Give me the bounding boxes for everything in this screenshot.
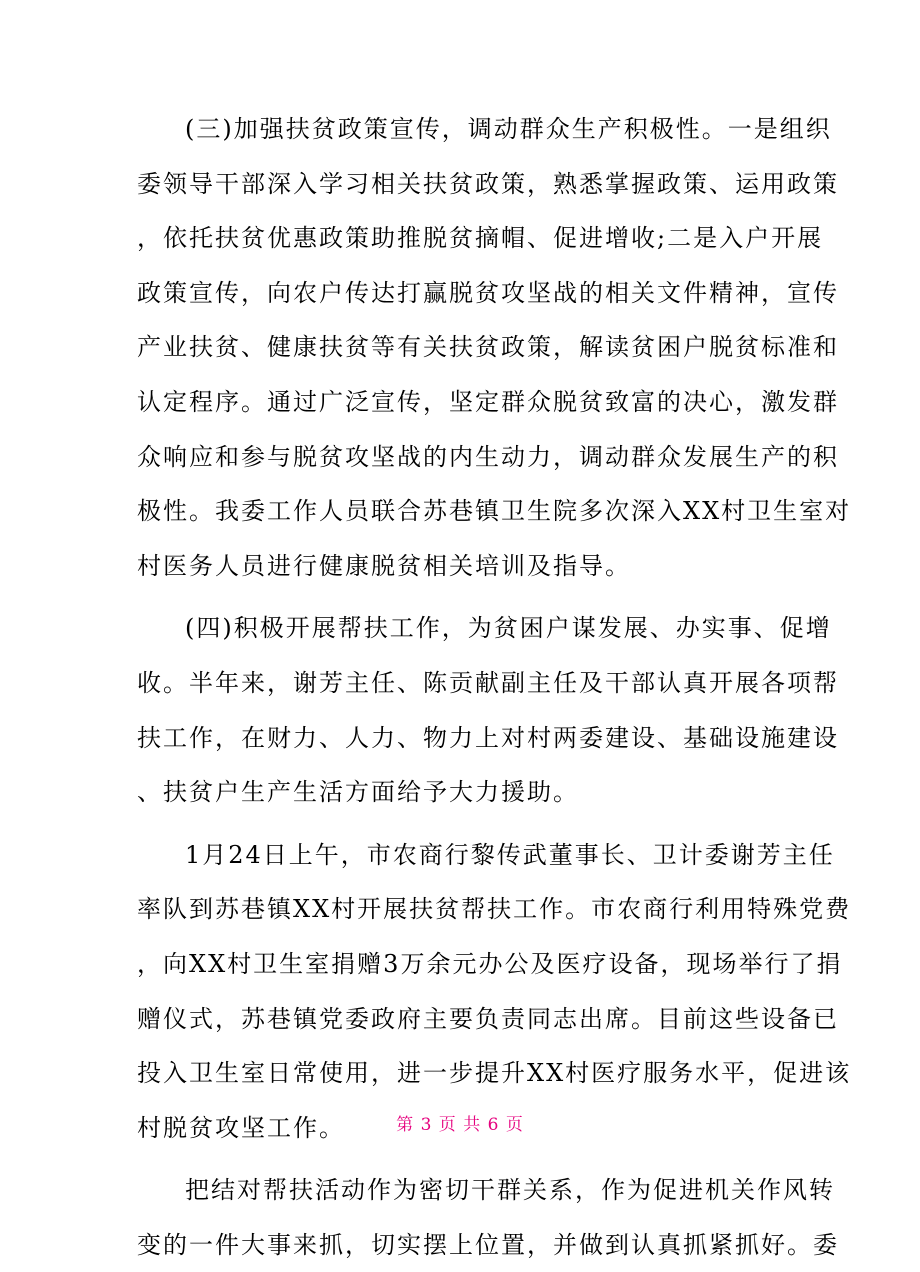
paragraph-gap bbox=[137, 1155, 787, 1163]
text-line: 众响应和参与脱贫攻坚战的内生动力，调动群众发展生产的积 bbox=[137, 442, 839, 471]
paragraph-3 bbox=[137, 102, 852, 593]
text-line: (四)积极开展帮扶工作，为贫困户谋发展、办实事、促增 bbox=[185, 614, 832, 643]
text-line: ，向XX村卫生室捐赠3万余元办公及医疗设备，现场举行了捐 bbox=[137, 949, 843, 978]
text-line: 投入卫生室日常使用，进一步提升XX村医疗服务水平，促进该 bbox=[137, 1059, 852, 1088]
text-line: 1月24日上午，市农商行黎传武董事长、卫计委谢芳主任 bbox=[185, 840, 835, 869]
text-line: 产业扶贫、健康扶贫等有关扶贫政策，解读贫困户脱贫标准和 bbox=[137, 333, 839, 362]
text-line: 变的一件大事来抓，切实摆上位置，并做到认真抓紧抓好。委 bbox=[137, 1230, 839, 1259]
paragraph-pairing bbox=[137, 1163, 839, 1272]
document-body bbox=[137, 102, 852, 1272]
text-line: 极性。我委工作人员联合苏巷镇卫生院多次深入XX村卫生室对 bbox=[137, 497, 852, 526]
text-line: 收。半年来，谢芳主任、陈贡献副主任及干部认真开展各项帮 bbox=[137, 668, 839, 697]
text-line: 认定程序。通过广泛宣传，坚定群众脱贫致富的决心，激发群 bbox=[137, 387, 839, 416]
paragraph-gap bbox=[137, 593, 787, 601]
text-line: ，依托扶贫优惠政策助推脱贫摘帽、促进增收;二是入户开展 bbox=[137, 224, 824, 253]
text-line: 委领导干部深入学习相关扶贫政策，熟悉掌握政策、运用政策 bbox=[137, 169, 839, 198]
text-line: 村医务人员进行健康脱贫相关培训及指导。 bbox=[137, 551, 631, 580]
text-line: 把结对帮扶活动作为密切干群关系，作为促进机关作风转 bbox=[185, 1176, 835, 1205]
paragraph-4 bbox=[137, 601, 839, 819]
text-line: 率队到苏巷镇XX村开展扶贫帮扶工作。市农商行利用特殊党费 bbox=[137, 895, 852, 924]
text-line: 赠仪式，苏巷镇党委政府主要负责同志出席。目前这些设备已 bbox=[137, 1004, 839, 1033]
paragraph-gap bbox=[137, 820, 787, 828]
paragraph-event bbox=[137, 828, 852, 1156]
page-number-footer: 第 3 页 共 6 页 bbox=[396, 1115, 524, 1135]
text-line: 政策宣传，向农户传达打赢脱贫攻坚战的相关文件精神，宣传 bbox=[137, 278, 839, 307]
text-line: 村脱贫攻坚工作。 bbox=[137, 1113, 345, 1142]
text-line: 、扶贫户生产生活方面给予大力援助。 bbox=[137, 778, 579, 807]
text-line: (三)加强扶贫政策宣传，调动群众生产积极性。一是组织 bbox=[185, 115, 832, 143]
text-line: 扶工作，在财力、人力、物力上对村两委建设、基础设施建设 bbox=[137, 723, 839, 752]
